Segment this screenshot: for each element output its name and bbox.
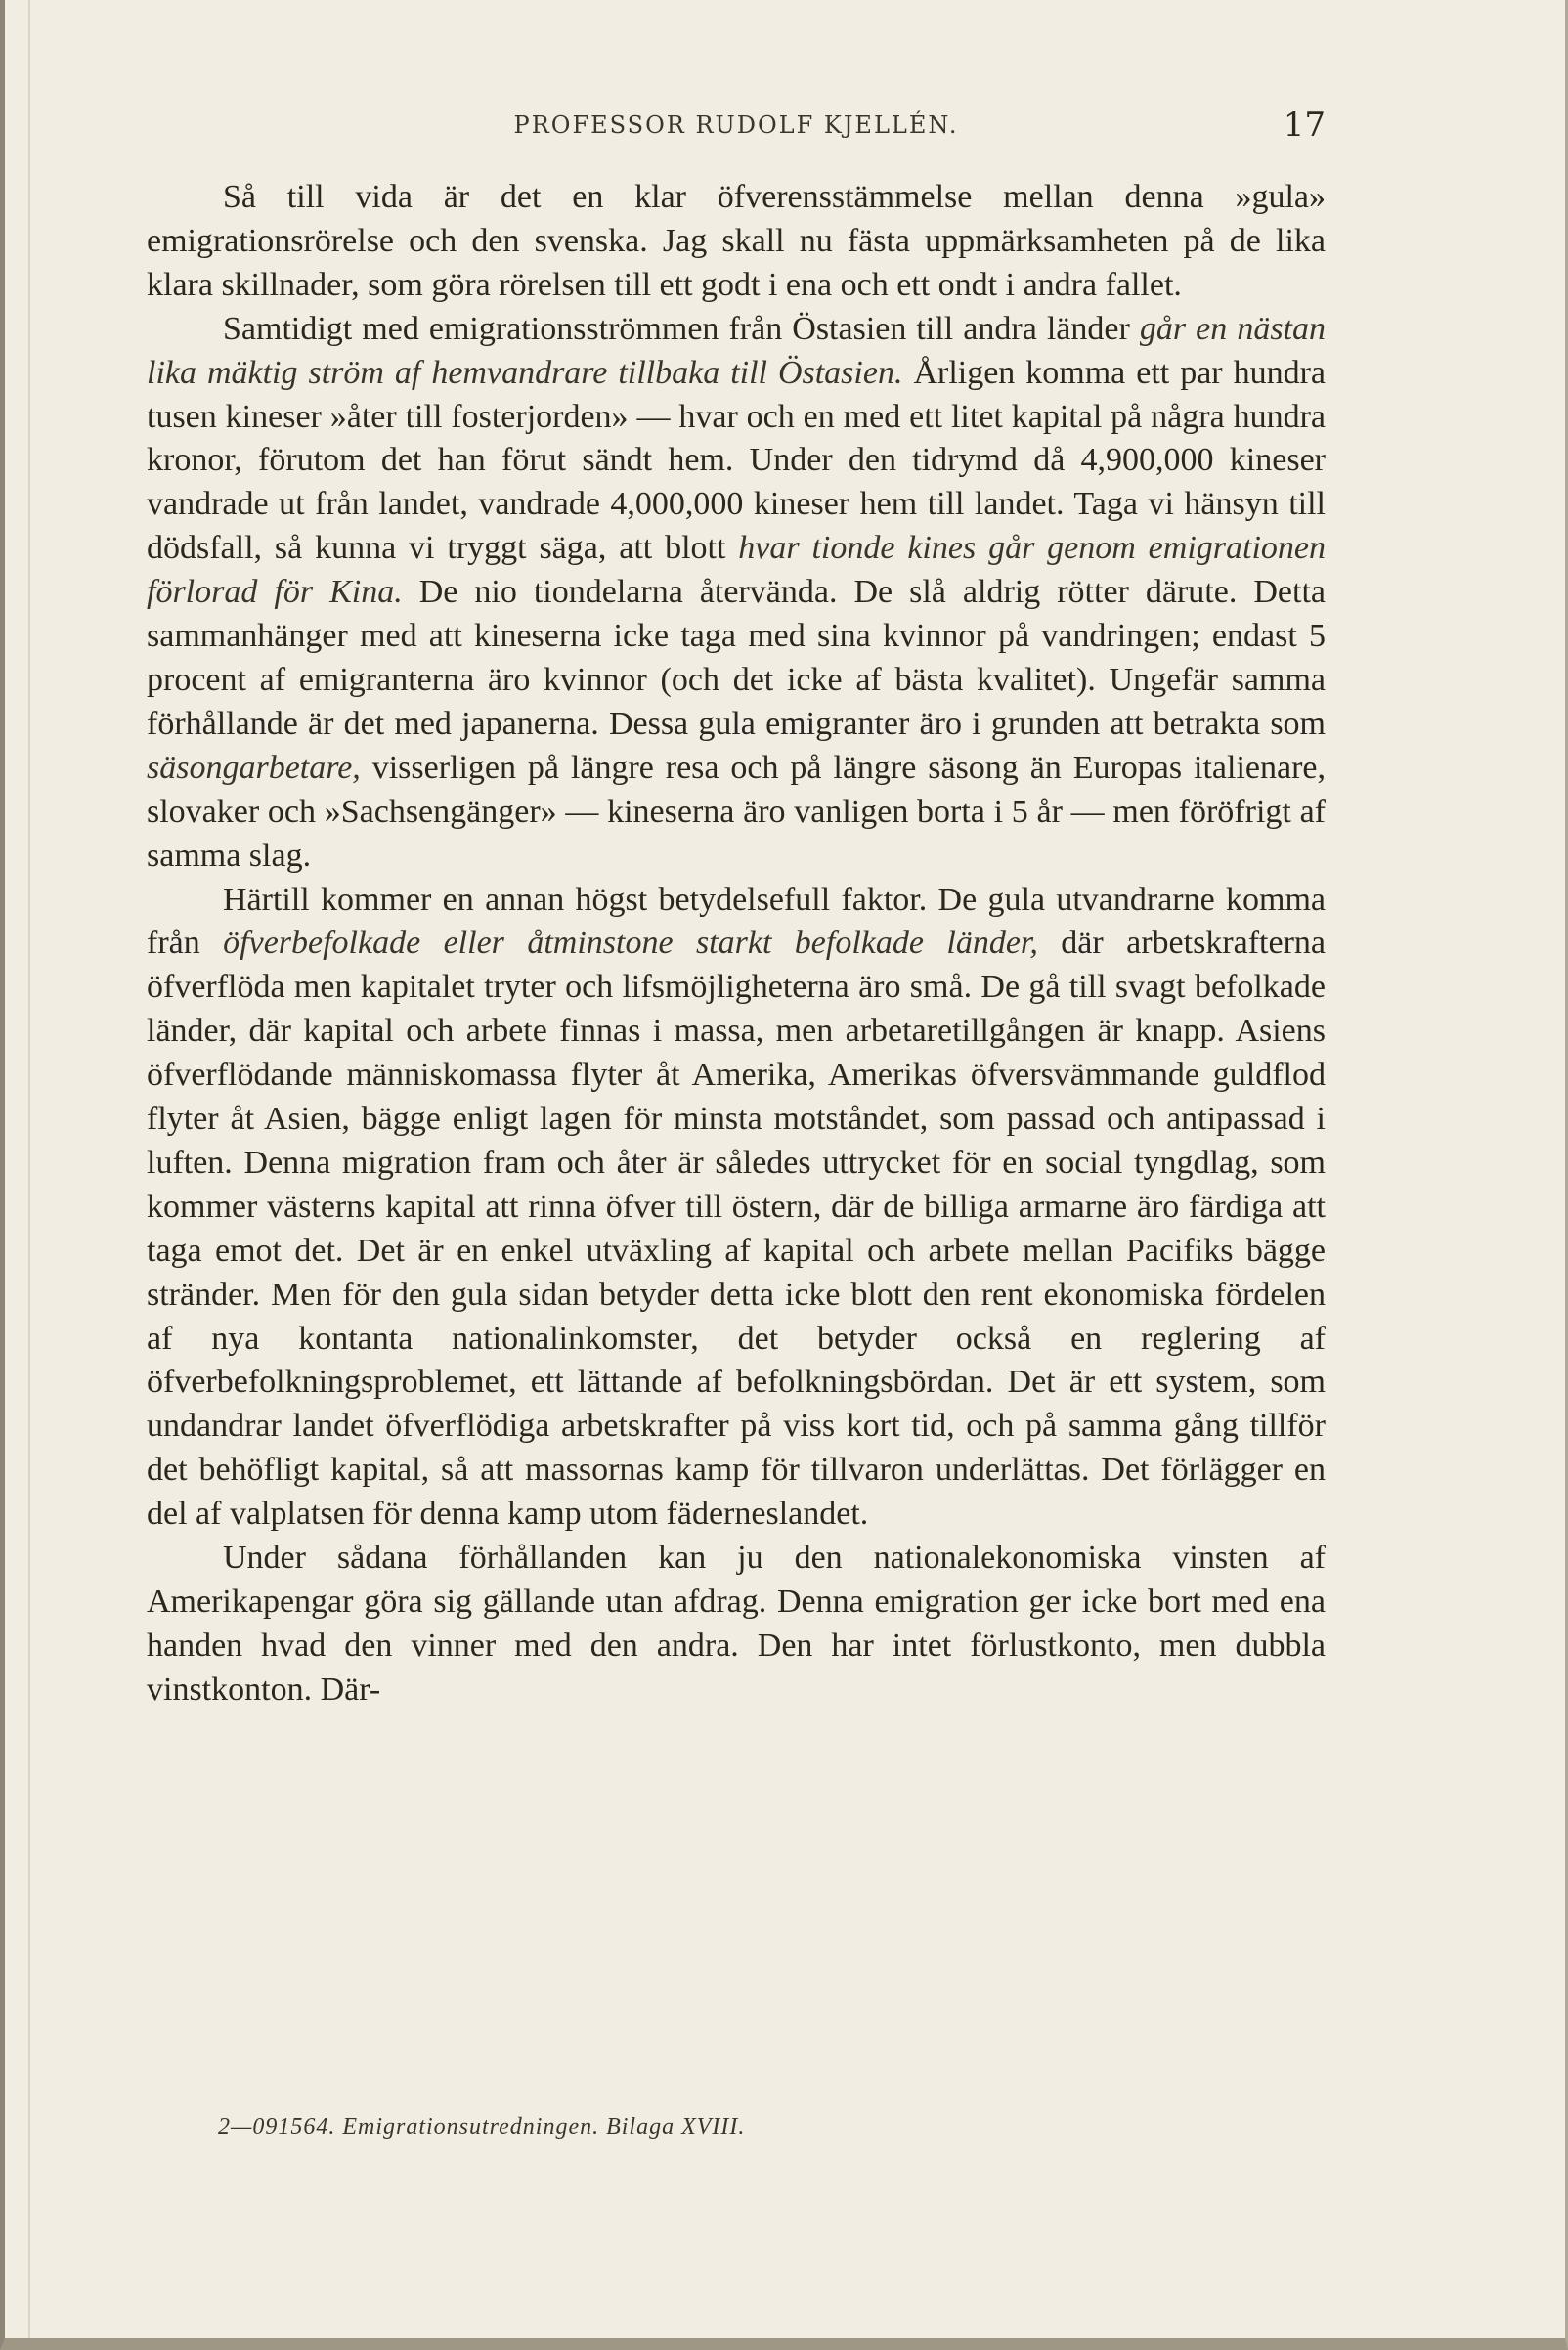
page-gutter-line bbox=[28, 0, 30, 2338]
text-segment: Samtidigt med emigrationsströmmen från Östasien till andra länder bbox=[223, 310, 1140, 347]
body-text bbox=[147, 176, 1326, 1713]
text-segment: där arbetskrafterna öfverflöda men kapitalet tryter och lifsmöjligheterna äro små. De gå till svagt befolkade länder, där kapital och arbete finnas i massa, men arbetaretillgången är knapp. Asiens öfverflödande människomassa flyter åt Amerika, Amerikas öfversvämmande guldflod flyter åt Asien, bägge enligt lagen för minsta motståndet, som passad och antipassad i luften. Denna migration fram och åter är således uttrycket för en social tyngdlag, som kommer västerns kapital att rinna öfver till östern, där de billiga armarne äro färdiga att taga emot det. Det är en enkel utväxling af kapital och arbete mellan Pacifiks bägge stränder. Men för den gula sidan betyder detta icke blott den rent ekonomiska fördelen af nya kontanta nationalinkomster, det betyder också en reglering af öfverbefolkningsproblemet, ett lättande af befolkningsbördan. Det är ett system, som undandrar landet öfverflödiga arbetskrafter på viss kort tid, och på samma gång tillför det behöfligt kapital, så att massornas kamp för tillvaron underlättas. Det förlägger en del af valplatsen för denna kamp utom fäderneslandet. bbox=[147, 925, 1326, 1533]
italic-segment: hvar tionde kines går genom emigrationen förlorad för Kina. bbox=[147, 530, 1326, 611]
paragraph bbox=[147, 1537, 1326, 1713]
page-number: 17 bbox=[1283, 106, 1326, 145]
paragraph bbox=[147, 879, 1326, 1538]
italic-segment: går en nästan lika mäktig ström af hemvandrare tillbaka till Östasien. bbox=[147, 310, 1327, 391]
paragraph bbox=[147, 308, 1326, 879]
footer-signature: 2—091564. Emigrationsutredningen. Bilaga XVIII. bbox=[218, 2114, 746, 2140]
italic-segment: säsongarbetare, bbox=[147, 749, 361, 786]
paragraph bbox=[147, 176, 1326, 308]
text-segment: Så till vida är det en klar öfverensstämmelse mellan denna »gula» emigrationsrörelse och den svenska. Jag skall nu fästa uppmärksamheten på de lika klara skillnader, som göra rörelsen till ett godt i ena och ett ondt i andra fallet. bbox=[147, 179, 1326, 303]
running-head: PROFESSOR RUDOLF KJELLÉN. bbox=[513, 111, 959, 139]
text-segment: visserligen på längre resa och på längre säsong än Europas italienare, slovaker och »Sachsengänger» — kineserna äro vanligen borta i 5 år — men föröfrigt af samma slag. bbox=[147, 749, 1326, 874]
italic-segment: öfverbefolkade eller åtminstone starkt befolkade länder, bbox=[223, 925, 1038, 962]
text-segment: Härtill kommer en annan högst betydelsefull faktor. De gula utvandrarne komma från bbox=[147, 881, 1326, 962]
page-header bbox=[147, 106, 1326, 145]
text-segment: Årligen komma ett par hundra tusen kineser »åter till fosterjorden» — hvar och en med ett litet kapital på några hundra kronor, förutom det han förut sändt hem. Under den tidrymd då 4,900,000 kineser vandrade ut från landet, vandrade 4,000,000 kineser hem till landet. Taga vi hänsyn till dödsfall, så kunna vi tryggt säga, att blott bbox=[147, 354, 1327, 567]
text-segment: Under sådana förhållanden kan ju den nationalekonomiska vinsten af Amerikapengar göra sig gällande utan afdrag. Denna emigration ger icke bort med ena handen hvad den vinner med den andra. Den har intet förlustkonto, men dubbla vinstkonton. Där- bbox=[147, 1540, 1326, 1708]
text-segment: De nio tiondelarna återvända. De slå aldrig rötter därute. Detta sammanhänger med att kineserna icke taga med sina kvinnor på vandringen; endast 5 procent af emigranterna äro kvinnor (och det icke af bästa kvalitet). Ungefär samma förhållande är det med japanerna. Dessa gula emigranter äro i grunden att betrakta som bbox=[147, 574, 1326, 742]
